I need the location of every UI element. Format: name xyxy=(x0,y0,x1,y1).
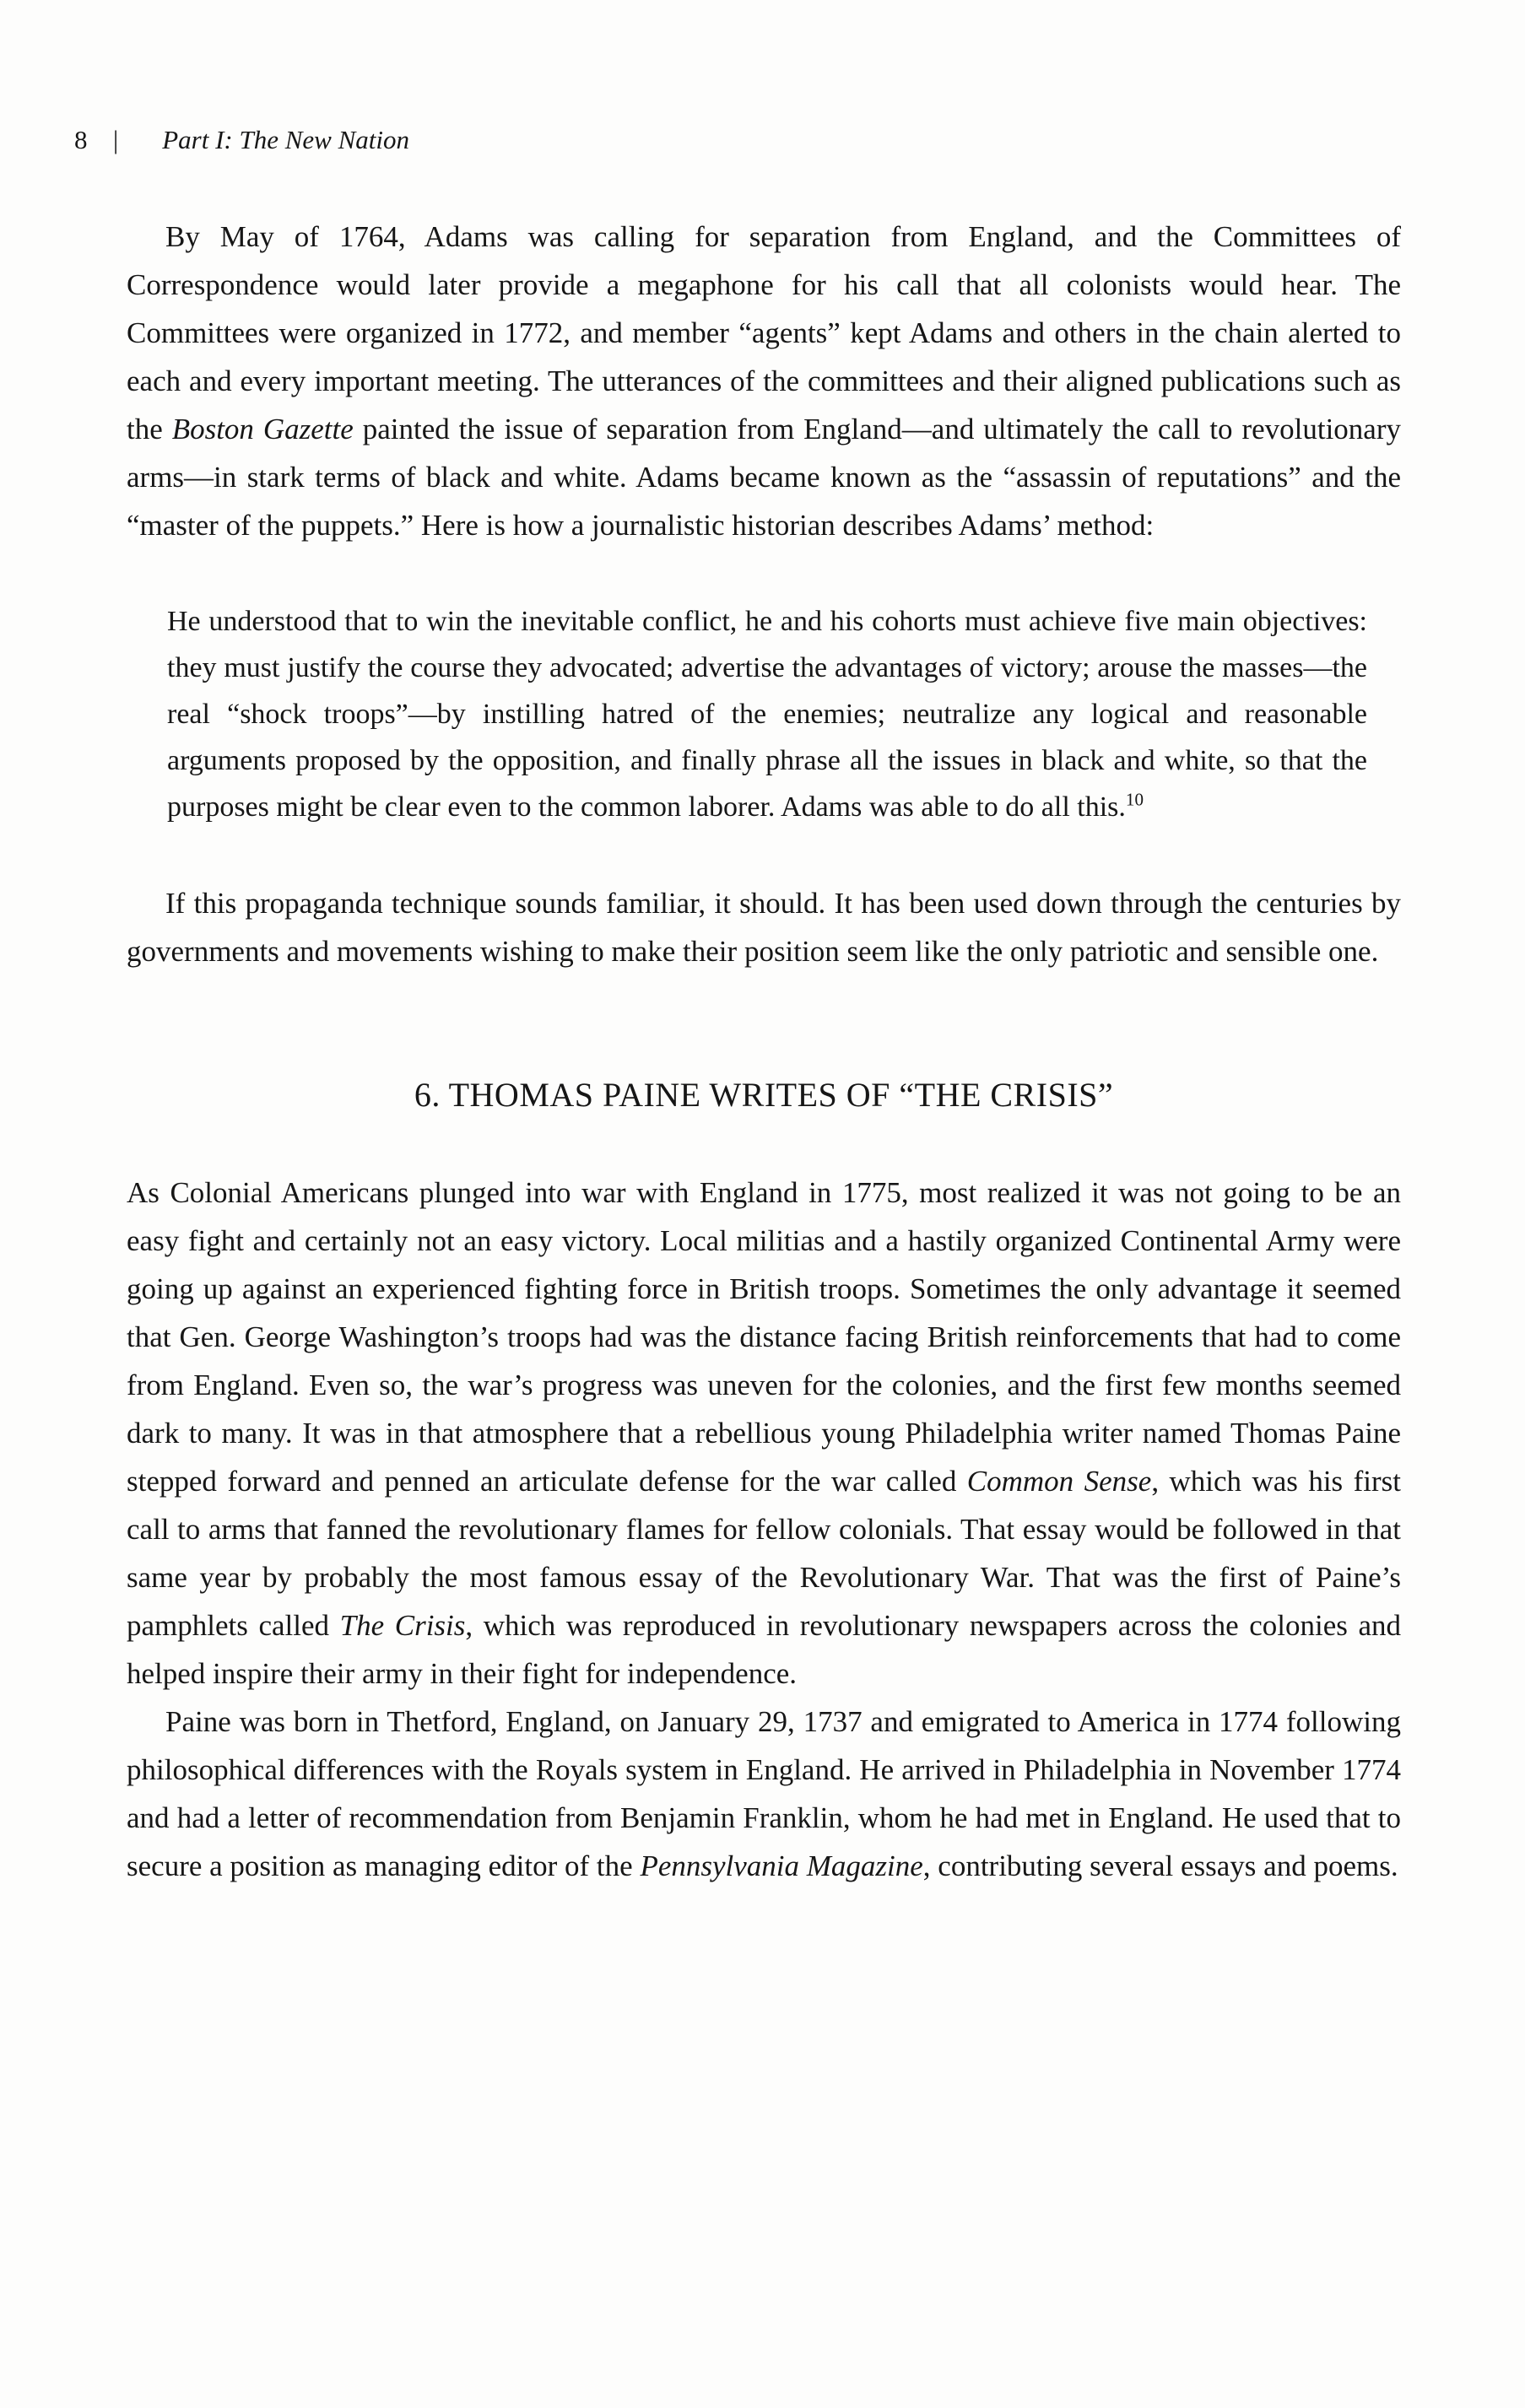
running-title: Part I: The New Nation xyxy=(162,125,409,154)
section-heading: 6. THOMAS PAINE WRITES OF “THE CRISIS” xyxy=(414,1076,1114,1114)
paragraph-paine-intro: As Colonial Americans plunged into war with England in 1775, most realized it was not going to be an easy fight and certainly not an easy victory. Local militias and a hastily organized Continental Army were going up against an experienced fighting force in British troops. Sometimes the only advantage it seemed that Gen. George Washington’s troops had was the distance facing British reinforcements that had to come from England. Even so, the war’s progress was uneven for the colonies, and the first few months seemed dark to many. It was in that atmosphere that a rebellious young Philadelphia writer named Thomas Paine stepped forward and penned an articulate defense for the war called Common Sense, which was his first call to arms that fanned the revolutionary flames for fellow colonials. That essay would be followed in that same year by probably the most famous essay of the Revolutionary War. That was the first of Paine’s pamphlets called The Crisis, which was reproduced in revolutionary newspapers across the colonies and helped inspire their army in their fight for independence. xyxy=(127,1176,1401,1690)
paragraph-propaganda: If this propaganda technique sounds familiar, it should. It has been used down through the centuries by governments and movements wishing to make their position seem like the only patriotic and sensible one. xyxy=(127,887,1401,968)
page-header xyxy=(74,125,1401,155)
blockquote-adams-method: He understood that to win the inevitable conflict, he and his cohorts must achieve five main objectives: they must justify the course they advocated; advertise the advantages of victory; arouse the masses—the real “shock troops”—by instilling hatred of the enemies; neutralize any logical and reasonable arguments proposed by the opposition, and finally phrase all the issues in black and white, so that the purposes might be clear even to the common laborer. Adams was able to do all this.$^{10}$ xyxy=(167,606,1367,823)
paragraph-adams-committees: By May of 1764, Adams was calling for separation from England, and the Committees of Correspondence would later provide a megaphone for his call that all colonists would hear. The Committees were organized in 1772, and member “agents” kept Adams and others in the chain alerted to each and every important meeting. The utterances of the committees and their aligned publications such as the Boston Gazette painted the issue of separation from England—and ultimately the call to revolutionary arms—in stark terms of black and white. Adams became known as the “assassin of reputations” and the “master of the puppets.” Here is how a journalistic historian describes Adams’ method: xyxy=(127,220,1401,542)
header-divider: | xyxy=(113,125,119,154)
page-number: 8 xyxy=(74,125,88,154)
paragraph-paine-bio: Paine was born in Thetford, England, on January 29, 1737 and emigrated to America in 1774 following philosophical differences with the Royals system in England. He arrived in Philadelphia in November 1774 and had a letter of recommendation from Benjamin Franklin, whom he had met in England. He used that to secure a position as managing editor of the Pennsylvania Magazine, contributing several essays and poems. xyxy=(127,1705,1401,1882)
